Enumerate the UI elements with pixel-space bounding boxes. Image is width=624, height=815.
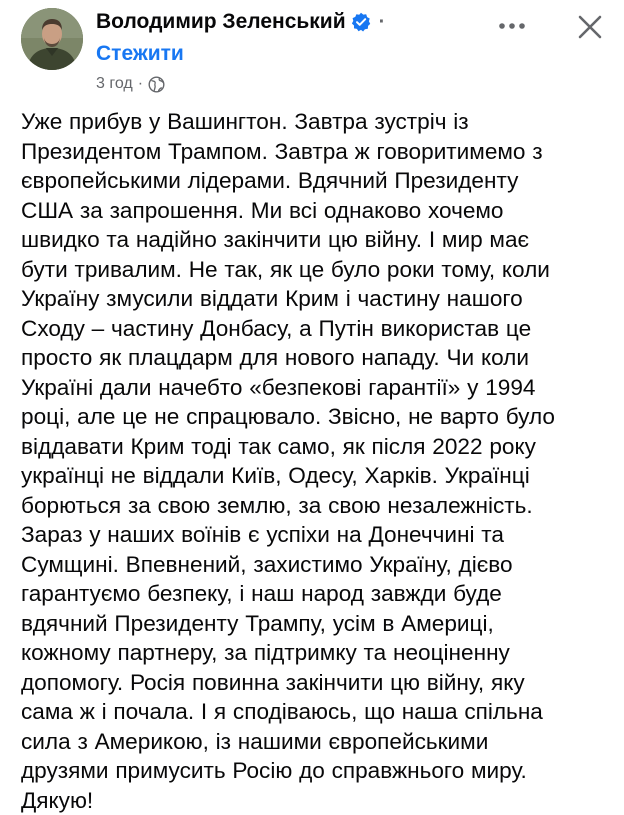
post-meta bbox=[96, 75, 165, 93]
more-options-button[interactable] bbox=[494, 8, 530, 44]
verified-badge-icon bbox=[351, 12, 371, 32]
meta-separator: · bbox=[137, 75, 144, 92]
post-time[interactable]: 3 год bbox=[96, 75, 133, 92]
separator-dot: · bbox=[378, 11, 386, 33]
avatar[interactable] bbox=[21, 8, 83, 70]
close-button[interactable] bbox=[571, 8, 609, 46]
post-body-text: Уже прибув у Вашингтон. Завтра зустріч із Президентом Трампом. Завтра ж говоритимемо з європейськими лідерами. Вдячний Президенту США за запрошення. Ми всі однаково хочемо швидко та надійно закінчити цю війну. І мир має бути тривалим. Не так, як це було роки тому, коли Україну змусили віддати Крим і частину нашого Сходу – частину Донбасу, а Путін використав це просто як плацдарм для нового нападу. Чи коли Україні дали начебто «безпекові гарантії» у 1994 році, але це не спрацювало. Звісно, не варто було віддавати Крим тоді так само, як після 2022 року українці не віддали Київ, Одесу, Харків. Українці борються за свою землю, за свою незалежність. Зараз у наших воїнів є успіхи на Донеччині та Сумщині. Впевнений, захистимо Україну, дієво гарантуємо безпеку, і наш народ завжди буде вдячний Президенту Трампу, усім в Америці, кожному партнеру, за підтримку та неоціненну допомогу. Росія повинна закінчити цю війну, яку сама ж і почала. І я сподіваюсь, що наша спільна сила з Америкою, із нашими європейськими друзями примусить Росію до справжнього миру. Дякую! bbox=[21, 109, 555, 813]
globe-icon[interactable] bbox=[148, 76, 165, 93]
close-icon bbox=[576, 13, 604, 41]
avatar-image bbox=[21, 8, 83, 70]
author-name[interactable]: Володимир Зеленський bbox=[96, 10, 346, 33]
follow-button[interactable]: Стежити bbox=[96, 42, 184, 65]
more-horizontal-icon bbox=[497, 21, 527, 31]
author-row bbox=[96, 8, 385, 36]
